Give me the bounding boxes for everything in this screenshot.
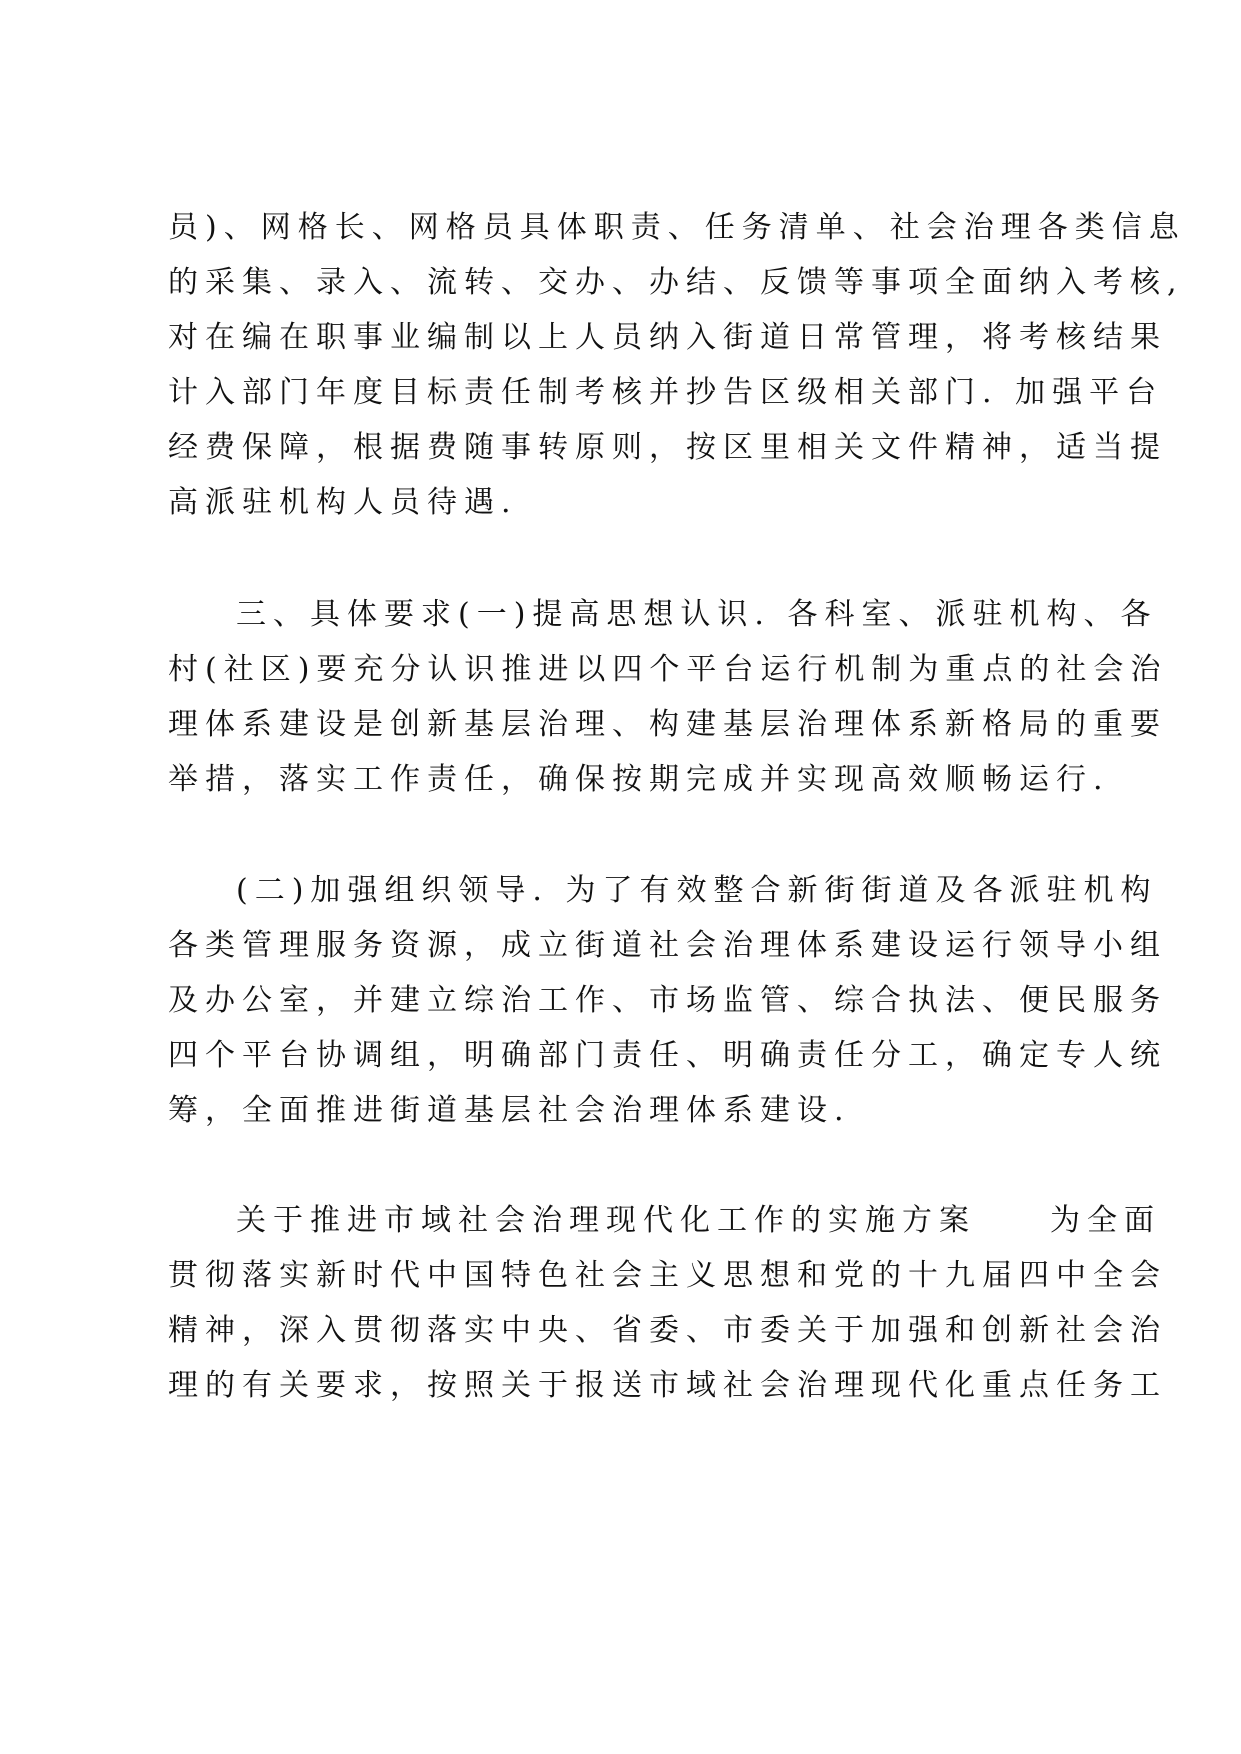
- text-line: 三、具体要求(一)提高思想认识. 各科室、派驻机构、各: [236, 597, 1158, 632]
- text-line: 计入部门年度目标责任制考核并抄告区级相关部门. 加强平台: [168, 375, 1164, 410]
- text-line: 村(社区)要充分认识推进以四个平台运行机制为重点的社会治: [168, 652, 1168, 687]
- text-line: 理体系建设是创新基层治理、构建基层治理体系新格局的重要: [168, 707, 1167, 742]
- text-line: 各类管理服务资源，成立街道社会治理体系建设运行领导小组: [168, 928, 1167, 963]
- text-line: 高派驻机构人员待遇.: [168, 485, 518, 520]
- text-line: 四个平台协调组，明确部门责任、明确责任分工，确定专人统: [168, 1038, 1167, 1073]
- text-line: (二)加强组织领导. 为了有效整合新街街道及各派驻机构: [236, 873, 1158, 908]
- text-line: 的采集、录入、流转、交办、办结、反馈等事项全面纳入考核,: [168, 265, 1184, 300]
- text-line: 筹，全面推进街道基层社会治理体系建设.: [168, 1093, 851, 1128]
- text-line: 员)、网格长、网格员具体职责、任务清单、社会治理各类信息: [168, 210, 1186, 245]
- text-line: 经费保障，根据费随事转原则，按区里相关文件精神，适当提: [168, 430, 1167, 465]
- text-line: 理的有关要求，按照关于报送市域社会治理现代化重点任务工: [168, 1368, 1167, 1403]
- text-line: 贯彻落实新时代中国特色社会主义思想和党的十九届四中全会: [168, 1258, 1167, 1293]
- text-line: 精神，深入贯彻落实中央、省委、市委关于加强和创新社会治: [168, 1313, 1167, 1348]
- text-line: 及办公室，并建立综治工作、市场监管、综合执法、便民服务: [168, 983, 1167, 1018]
- text-line: 对在编在职事业编制以上人员纳入街道日常管理，将考核结果: [168, 320, 1167, 355]
- text-line: 举措，落实工作责任，确保按期完成并实现高效顺畅运行.: [168, 762, 1110, 797]
- text-line: 关于推进市域社会治理现代化工作的实施方案 为全面: [236, 1203, 1161, 1238]
